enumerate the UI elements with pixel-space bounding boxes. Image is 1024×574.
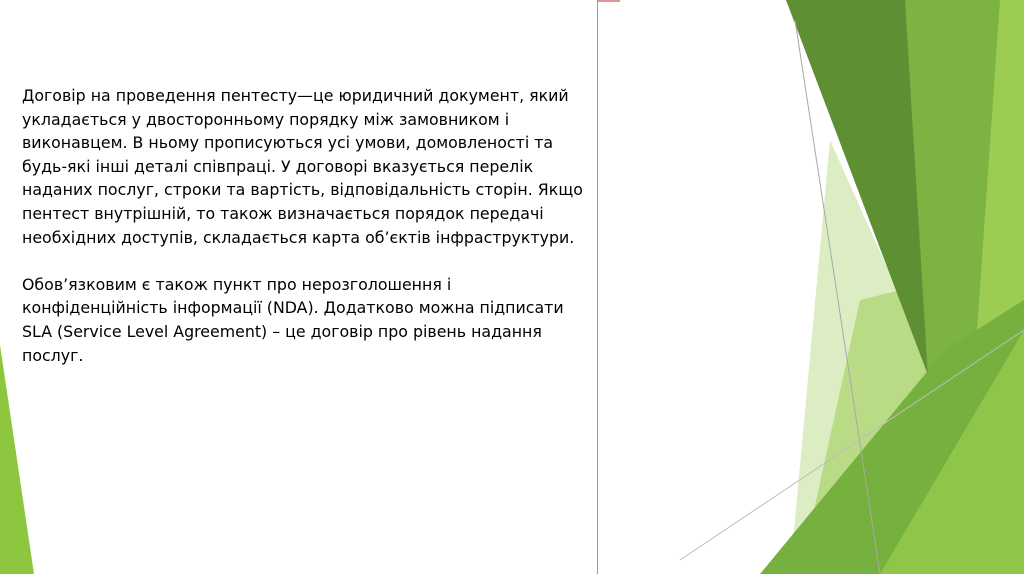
text-line: конфіденційність інформації (NDA). Додатково можна підписати xyxy=(22,298,564,318)
text-line: Обов’язковим є також пункт про нерозголошення і xyxy=(22,274,452,294)
text-line: SLA (Service Level Agreement) – це договір про рівень надання xyxy=(22,321,542,341)
paragraph-nda-sla xyxy=(22,273,622,367)
slide-body-text xyxy=(22,84,622,367)
text-line: необхідних доступів, складається карта об’єктів інфраструктури. xyxy=(22,227,575,247)
text-line: укладається у двосторонньому порядку між замовником і xyxy=(22,109,510,129)
left-green-sliver xyxy=(0,345,34,574)
text-line: будь-які інші деталі співпраці. У договорі вказується перелік xyxy=(22,156,534,176)
text-line: Договір на проведення пентесту—це юридичний документ, який xyxy=(22,86,569,105)
text-line: виконавцем. В ньому прописуються усі умови, домовленості та xyxy=(22,133,554,153)
top-red-mark xyxy=(598,0,620,2)
text-line: послуг. xyxy=(22,345,84,365)
text-line: наданих послуг, строки та вартість, відповідальність сторін. Якщо xyxy=(22,180,583,200)
text-line: пентест внутрішній, то також визначається порядок передачі xyxy=(22,203,544,223)
paragraph-contract-definition xyxy=(22,84,622,249)
